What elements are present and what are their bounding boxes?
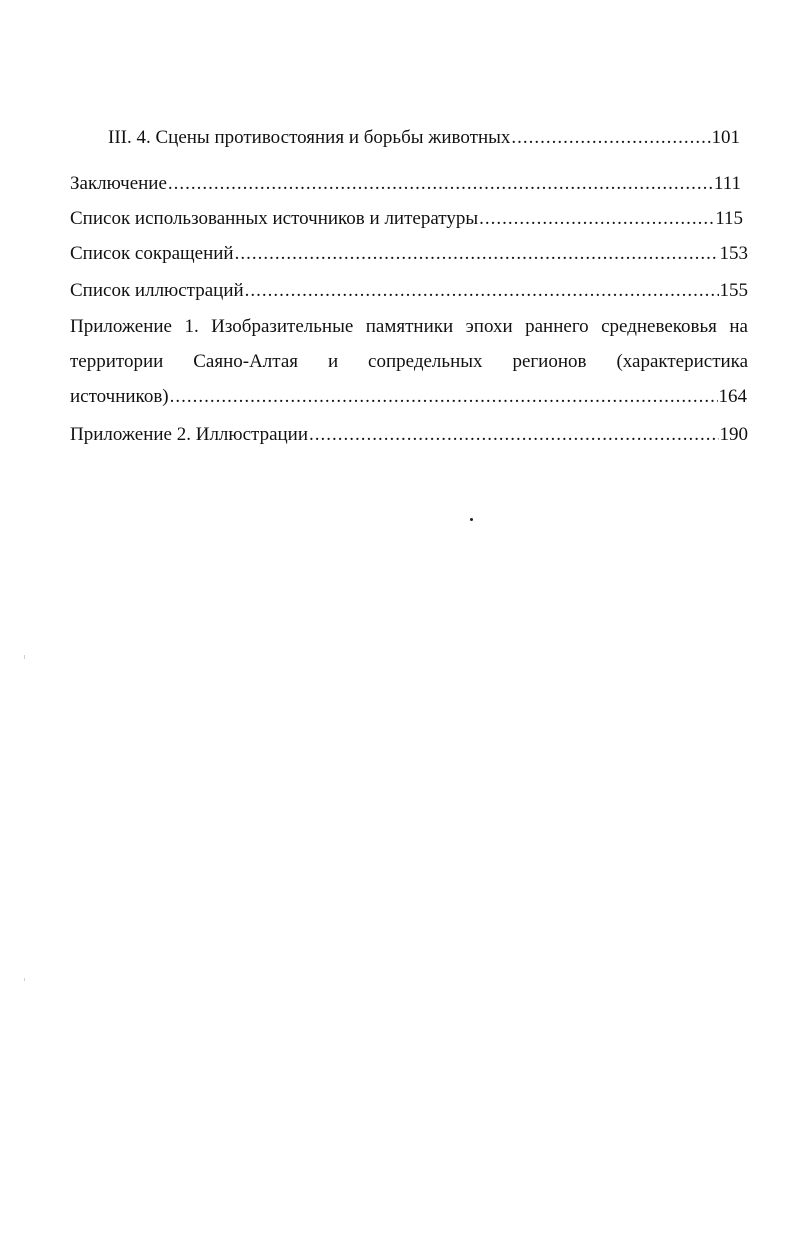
toc-entry-label: Список сокращений (70, 243, 234, 264)
dot-leader (170, 386, 718, 408)
toc-entry-label: Список использованных источников и литературы (70, 208, 479, 229)
appendix-1-word: сопредельных (368, 351, 483, 372)
toc-entry-page: 101 (711, 127, 740, 148)
toc-entry-page: 155 (719, 280, 748, 301)
toc-entry-label: Приложение 2. Иллюстрации (70, 424, 309, 445)
toc-entry-appendix-2[interactable] (70, 424, 748, 446)
toc-entry[interactable] (108, 127, 740, 149)
toc-entry[interactable] (70, 280, 748, 302)
dot-leader (245, 280, 719, 302)
toc-entry-page: 164 (718, 386, 747, 407)
toc-entry[interactable] (70, 243, 748, 265)
toc-entry-label: Заключение (70, 173, 167, 194)
dot-leader (511, 127, 710, 149)
appendix-1-line-1: Приложение 1. Изобразительные памятники эпохи раннего средневековья на (70, 316, 748, 337)
appendix-1-word: Саяно-Алтая (193, 351, 298, 372)
toc-entry-label: источников) (70, 386, 169, 407)
appendix-1-line-3 (70, 386, 747, 408)
scan-speck (470, 518, 473, 521)
scan-margin-mark (24, 978, 25, 981)
toc-entry-page: 115 (715, 208, 743, 229)
appendix-1-word: регионов (512, 351, 587, 372)
appendix-1-line-2 (70, 351, 748, 373)
toc-entry[interactable] (70, 173, 741, 195)
toc-entry-page: 153 (719, 243, 748, 264)
toc-entry-label: Список иллюстраций (70, 280, 244, 301)
dot-leader (235, 243, 719, 265)
toc-entry-page: 111 (713, 173, 741, 194)
toc-entry-label: III. 4. Сцены противостояния и борьбы животных (108, 127, 511, 148)
appendix-1-word: и (327, 351, 339, 372)
toc-entry[interactable] (70, 208, 743, 230)
dot-leader (479, 208, 714, 230)
dot-leader (168, 173, 713, 195)
dot-leader (309, 424, 718, 446)
appendix-1-word: (характеристика (616, 351, 749, 372)
toc-entry-page: 190 (719, 424, 748, 445)
scan-margin-mark (24, 655, 25, 659)
appendix-1-word: территории (70, 351, 164, 372)
